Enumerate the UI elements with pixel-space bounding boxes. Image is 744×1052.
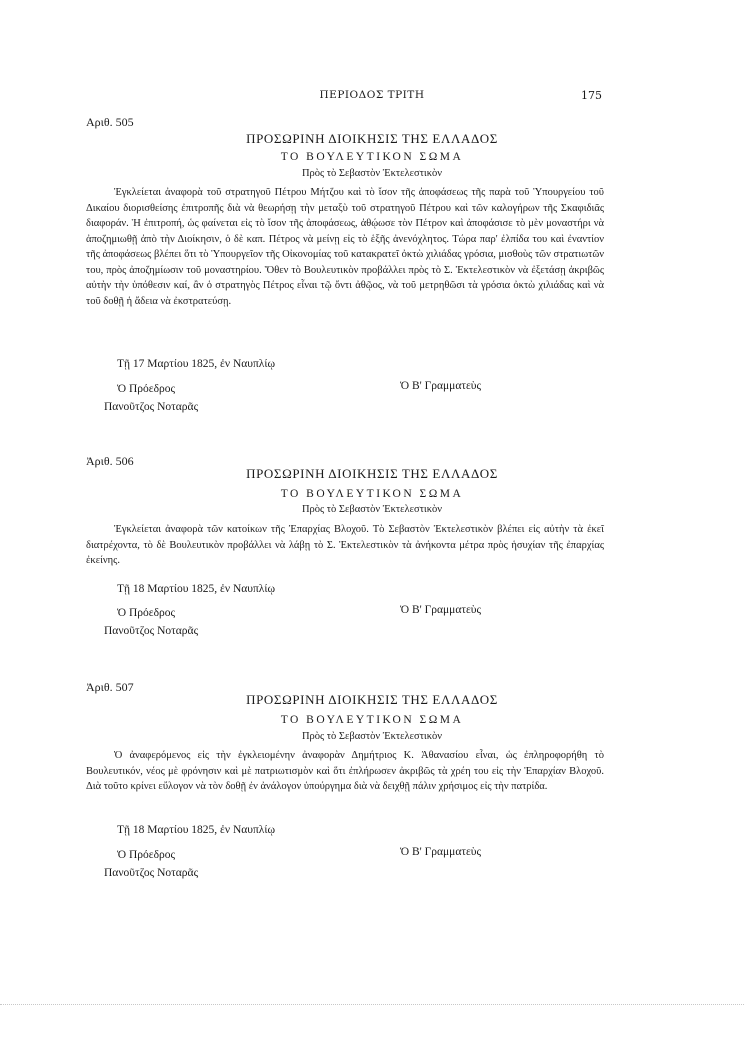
president-signature (104, 604, 198, 640)
document-date: Τῇ 18 Μαρτίου 1825, ἐν Ναυπλίῳ (117, 824, 276, 836)
council-heading: ΤΟ ΒΟΥΛΕΥΤΙΚΟΝ ΣΩΜΑ (280, 714, 464, 726)
page-number: 175 (581, 89, 602, 102)
document-date: Τῇ 17 Μαρτίου 1825, ἐν Ναυπλίῳ (117, 358, 276, 370)
secretary-title: Ὁ Β' Γραμματεὺς (400, 604, 482, 616)
addressee-line: Πρὸς τὸ Σεβαστὸν Ἐκτελεστικὸν (301, 504, 443, 515)
president-name: Πανοῦτζος Νοταρᾶς (104, 625, 199, 637)
president-title: Ὁ Πρόεδρος (117, 607, 176, 619)
secretary-title: Ὁ Β' Γραμματεὺς (400, 380, 482, 392)
council-heading: ΤΟ ΒΟΥΛΕΥΤΙΚΟΝ ΣΩΜΑ (280, 151, 464, 163)
document-number: Ἀριθ. 506 (86, 454, 134, 468)
document-body: Ἐγκλείεται ἀναφορὰ τῶν κατοίκων τῆς Ἐπαρχίας Βλοχοῦ. Τὸ Σεβαστὸν Ἐκτελεστικὸν βλέπει εἰς αὐτὴν τὰ ἐκεῖ διατρέχοντα, τὸ δὲ Βουλευτικὸν προβάλλει νὰ λάβῃ τὸ Σ. Ἐκτελεστικὸν τὰ ἀνήκοντα μέτρα πρὸς ἡσυχίαν τῆς ἐπαρχίας ἐκείνης. (86, 524, 604, 566)
document-number: Αριθ. 505 (86, 115, 134, 129)
president-title: Ὁ Πρόεδρος (117, 383, 176, 395)
president-signature (104, 846, 198, 882)
document-number: Ἀριθ. 507 (86, 680, 134, 694)
government-heading: ΠΡΟΣΩΡΙΝΗ ΔΙΟΙΚΗΣΙΣ ΤΗΣ ΕΛΛΑΔΟΣ (246, 692, 498, 707)
addressee-line: Πρὸς τὸ Σεβαστὸν Ἐκτελεστικὸν (301, 731, 443, 742)
scan-border-line (0, 1004, 744, 1006)
president-name: Πανοῦτζος Νοταρᾶς (104, 401, 199, 413)
government-heading: ΠΡΟΣΩΡΙΝΗ ΔΙΟΙΚΗΣΙΣ ΤΗΣ ΕΛΛΑΔΟΣ (246, 131, 498, 146)
president-name: Πανοῦτζος Νοταρᾶς (104, 867, 199, 879)
secretary-title: Ὁ Β' Γραμματεὺς (400, 846, 482, 858)
government-heading: ΠΡΟΣΩΡΙΝΗ ΔΙΟΙΚΗΣΙΣ ΤΗΣ ΕΛΛΑΔΟΣ (246, 466, 498, 481)
running-title: ΠΕΡΙΟΔΟΣ ΤΡΙΤΗ (319, 89, 425, 101)
document-body: Ἐγκλείεται ἀναφορὰ τοῦ στρατηγοῦ Πέτρου Μήτζου καὶ τὸ ἴσον τῆς ἀποφάσεως τῆς παρὰ τοῦ Ὑπουργείου τοῦ Δικαίου διορισθείσης ἐπιτροπῆς διὰ νὰ θεωρήσῃ τὴν μεταξὺ τοῦ στρατηγοῦ Πέτρου καὶ τῶν καλογήρων τῆς Σκαφιδιᾶς διαφοράν. Ἡ ἐπιτροπή, ὡς φαίνεται εἰς τὸ ἴσον τῆς ἀποφάσεως, ἀθῴωσε τὸν Πέτρον καὶ ἀποφάσισε τὸ μὲν μοναστήρι νὰ ἀποζημιωθῇ ἀπὸ τὴν Διοίκησιν, ὁ δὲ καπ. Πέτρος νὰ μείνῃ εἰς τὸ ἑξῆς ἀνενόχλητος. Τώρα παρ' ἐλπίδα του καὶ ἐναντίον τῆς ἀποφάσεως βλέπει ὅτι τὸ Ὑπουργεῖον τῆς Οἰκονομίας τοῦ κατακρατεῖ ὀκτὼ χιλιάδας γρόσια, μισθοὺς τῶν στρατιωτῶν του, πρὸς ἀποζημίωσιν τοῦ μοναστηρίου. Ὅθεν τὸ Βουλευτικὸν προβάλλει πρὸς τὸ Σ. Ἐκτελεστικὸν νὰ ἐξετάσῃ ἀκριβῶς αὐτὴν τὴν ὑπόθεσιν καί, ἂν ὁ στρατηγὸς Πέτρος εἶναι τῷ ὄντι ἀθῷος, νὰ τοῦ μετρηθῶσι τὰ γρόσια ὀκτὼ χιλιάδας καὶ νὰ τοῦ δοθῇ ἡ ἄδεια νὰ ἐκστρατεύσῃ. (86, 187, 604, 307)
president-title: Ὁ Πρόεδρος (117, 849, 176, 861)
addressee-line: Πρὸς τὸ Σεβαστὸν Ἐκτελεστικὸν (301, 168, 443, 179)
document-date: Τῇ 18 Μαρτίου 1825, ἐν Ναυπλίῳ (117, 583, 276, 595)
president-signature (104, 380, 198, 416)
document-body: Ὁ ἀναφερόμενος εἰς τὴν ἐγκλειομένην ἀναφορὰν Δημήτριος Κ. Ἀθανασίου εἶναι, ὡς ἐπληροφορήθη τὸ Βουλευτικόν, νέος μὲ φρόνησιν καὶ μὲ πατριωτισμὸν καὶ ὅτι ἐπλήρωσεν ἀκριβῶς τὰ χρέη του εἰς τὴν Ἐπαρχίαν Βλοχοῦ. Διὰ τοῦτο κρίνει εὔλογον νὰ τὸν δοθῇ ἐν ἀνάλογον ὑπούργημα διὰ νὰ δειχθῇ πάλιν χρήσιμος εἰς τὴν πατρίδα. (86, 750, 604, 792)
council-heading: ΤΟ ΒΟΥΛΕΥΤΙΚΟΝ ΣΩΜΑ (280, 488, 464, 500)
